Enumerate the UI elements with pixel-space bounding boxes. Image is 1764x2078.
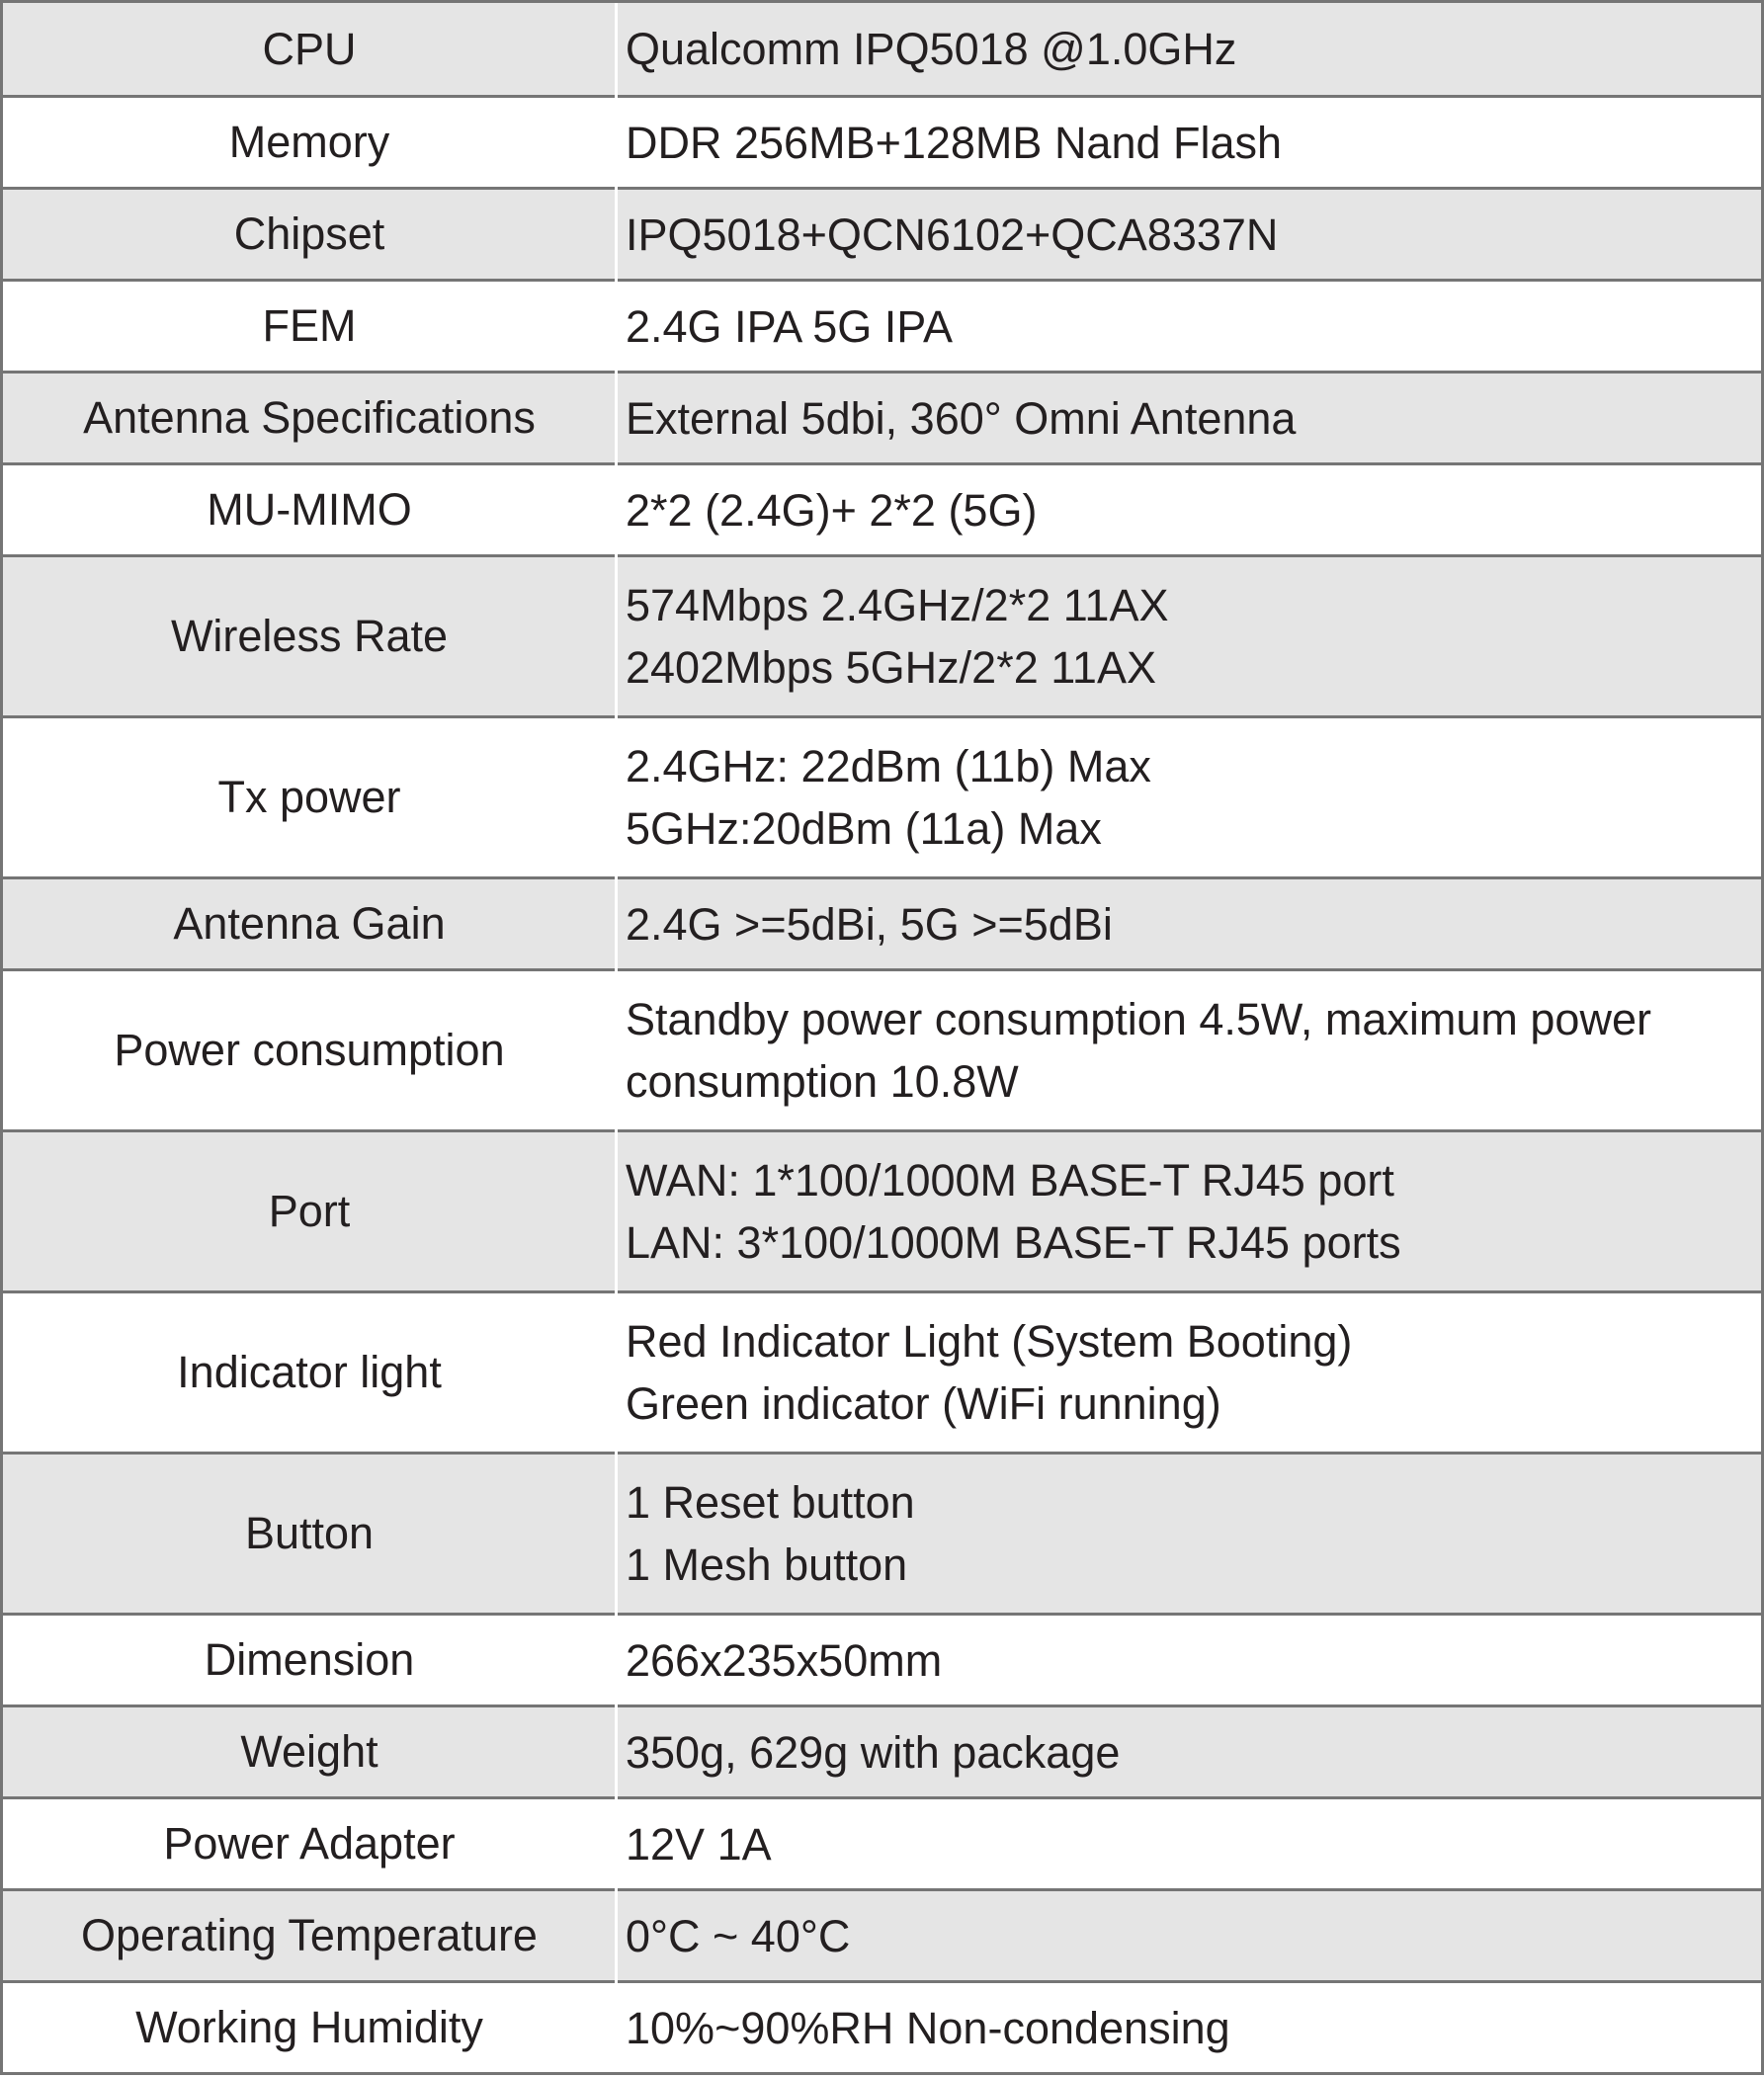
spec-value-cell <box>616 98 1761 187</box>
spec-value-line: 2*2 (2.4G)+ 2*2 (5G) <box>626 484 1038 536</box>
spec-label-cell <box>3 1983 616 2072</box>
spec-value-line: IPQ5018+QCN6102+QCA8337N <box>626 208 1279 260</box>
spec-label: Memory <box>228 117 390 167</box>
table-row <box>3 95 1761 187</box>
spec-value-line: Red Indicator Light (System Booting) <box>626 1316 1353 1367</box>
spec-value-cell <box>616 971 1761 1129</box>
spec-label: Power consumption <box>114 1025 505 1075</box>
table-row <box>3 1129 1761 1290</box>
spec-value-line: DDR 256MB+128MB Nand Flash <box>626 117 1283 168</box>
table-row <box>3 371 1761 462</box>
spec-value-cell <box>616 1891 1761 1980</box>
spec-value-line: 0°C ~ 40°C <box>626 1910 851 1961</box>
spec-value-line: 1 Reset button <box>626 1477 915 1528</box>
table-row <box>3 3 1761 95</box>
table-row <box>3 279 1761 371</box>
spec-value-line: Standby power consumption 4.5W, maximum power <box>626 994 1651 1044</box>
spec-label-cell <box>3 1616 616 1704</box>
table-row <box>3 462 1761 554</box>
spec-label: Power Adapter <box>163 1818 456 1869</box>
spec-label-cell <box>3 1293 616 1452</box>
spec-value-line: WAN: 1*100/1000M BASE-T RJ45 port <box>626 1155 1394 1205</box>
spec-value-line: 10%~90%RH Non-condensing <box>626 2002 1230 2053</box>
spec-value-cell <box>616 1799 1761 1888</box>
spec-label: Weight <box>240 1726 378 1777</box>
spec-value-cell <box>616 374 1761 462</box>
spec-value-cell <box>616 557 1761 715</box>
table-row <box>3 1980 1761 2072</box>
spec-label-cell <box>3 1455 616 1613</box>
spec-label: FEM <box>262 300 357 351</box>
spec-value-line: 1 Mesh button <box>626 1539 908 1590</box>
table-row <box>3 1888 1761 1980</box>
table-row <box>3 1796 1761 1888</box>
spec-label-cell <box>3 718 616 876</box>
spec-value-line: 2402Mbps 5GHz/2*2 11AX <box>626 642 1156 693</box>
table-row <box>3 876 1761 968</box>
spec-label: CPU <box>262 23 357 74</box>
spec-value-cell <box>616 3 1761 95</box>
spec-label: Working Humidity <box>135 2002 483 2052</box>
spec-label: Operating Temperature <box>81 1910 538 1960</box>
spec-label-cell <box>3 465 616 554</box>
table-row <box>3 1613 1761 1704</box>
spec-value-line: 574Mbps 2.4GHz/2*2 11AX <box>626 580 1169 630</box>
spec-value-cell <box>616 1707 1761 1796</box>
spec-value-line: 2.4G >=5dBi, 5G >=5dBi <box>626 898 1113 950</box>
spec-label-cell <box>3 3 616 95</box>
spec-label: MU-MIMO <box>207 484 412 535</box>
spec-value-cell <box>616 282 1761 371</box>
spec-label: Chipset <box>233 208 385 259</box>
table-rows <box>3 3 1761 2072</box>
table-row <box>3 187 1761 279</box>
table-row <box>3 1704 1761 1796</box>
spec-label: Indicator light <box>177 1347 442 1397</box>
spec-value-cell <box>616 1616 1761 1704</box>
spec-label-cell <box>3 1891 616 1980</box>
spec-label: Antenna Specifications <box>83 392 536 443</box>
spec-label-cell <box>3 879 616 968</box>
spec-value-line: 350g, 629g with package <box>626 1726 1121 1778</box>
spec-label-cell <box>3 374 616 462</box>
spec-value-line: 2.4GHz: 22dBm (11b) Max <box>626 741 1151 791</box>
spec-value-line: 2.4G IPA 5G IPA <box>626 300 953 352</box>
spec-label: Tx power <box>217 772 401 822</box>
spec-label-cell <box>3 282 616 371</box>
spec-value-line: 5GHz:20dBm (11a) Max <box>626 803 1102 854</box>
spec-label: Button <box>244 1508 375 1558</box>
spec-label-cell <box>3 1707 616 1796</box>
spec-value-cell <box>616 1293 1761 1452</box>
table-row <box>3 1452 1761 1613</box>
spec-label-cell <box>3 557 616 715</box>
spec-label-cell <box>3 1799 616 1888</box>
spec-label: Dimension <box>204 1634 415 1685</box>
spec-value-line: 12V 1A <box>626 1818 772 1870</box>
spec-label-cell <box>3 1132 616 1290</box>
table-row <box>3 968 1761 1129</box>
spec-value-cell <box>616 190 1761 279</box>
spec-label: Antenna Gain <box>173 898 446 949</box>
spec-label-cell <box>3 971 616 1129</box>
spec-label-cell <box>3 98 616 187</box>
spec-value-cell <box>616 465 1761 554</box>
spec-label: Wireless Rate <box>170 611 449 661</box>
spec-value-cell <box>616 1132 1761 1290</box>
spec-value-line: consumption 10.8W <box>626 1056 1019 1107</box>
spec-value-cell <box>616 879 1761 968</box>
spec-value-cell <box>616 1983 1761 2072</box>
spec-value-cell <box>616 1455 1761 1613</box>
table-row <box>3 554 1761 715</box>
spec-value-cell <box>616 718 1761 876</box>
spec-value-line: External 5dbi, 360° Omni Antenna <box>626 392 1297 444</box>
spec-value-line: 266x235x50mm <box>626 1634 943 1686</box>
spec-label-cell <box>3 190 616 279</box>
spec-label: Port <box>268 1186 351 1236</box>
spec-value-line: Green indicator (WiFi running) <box>626 1378 1221 1429</box>
spec-value-line: Qualcomm IPQ5018 @1.0GHz <box>626 24 1237 74</box>
table-row <box>3 1290 1761 1452</box>
spec-value-line: LAN: 3*100/1000M BASE-T RJ45 ports <box>626 1217 1401 1268</box>
table-row <box>3 715 1761 876</box>
column-divider <box>615 3 618 2072</box>
